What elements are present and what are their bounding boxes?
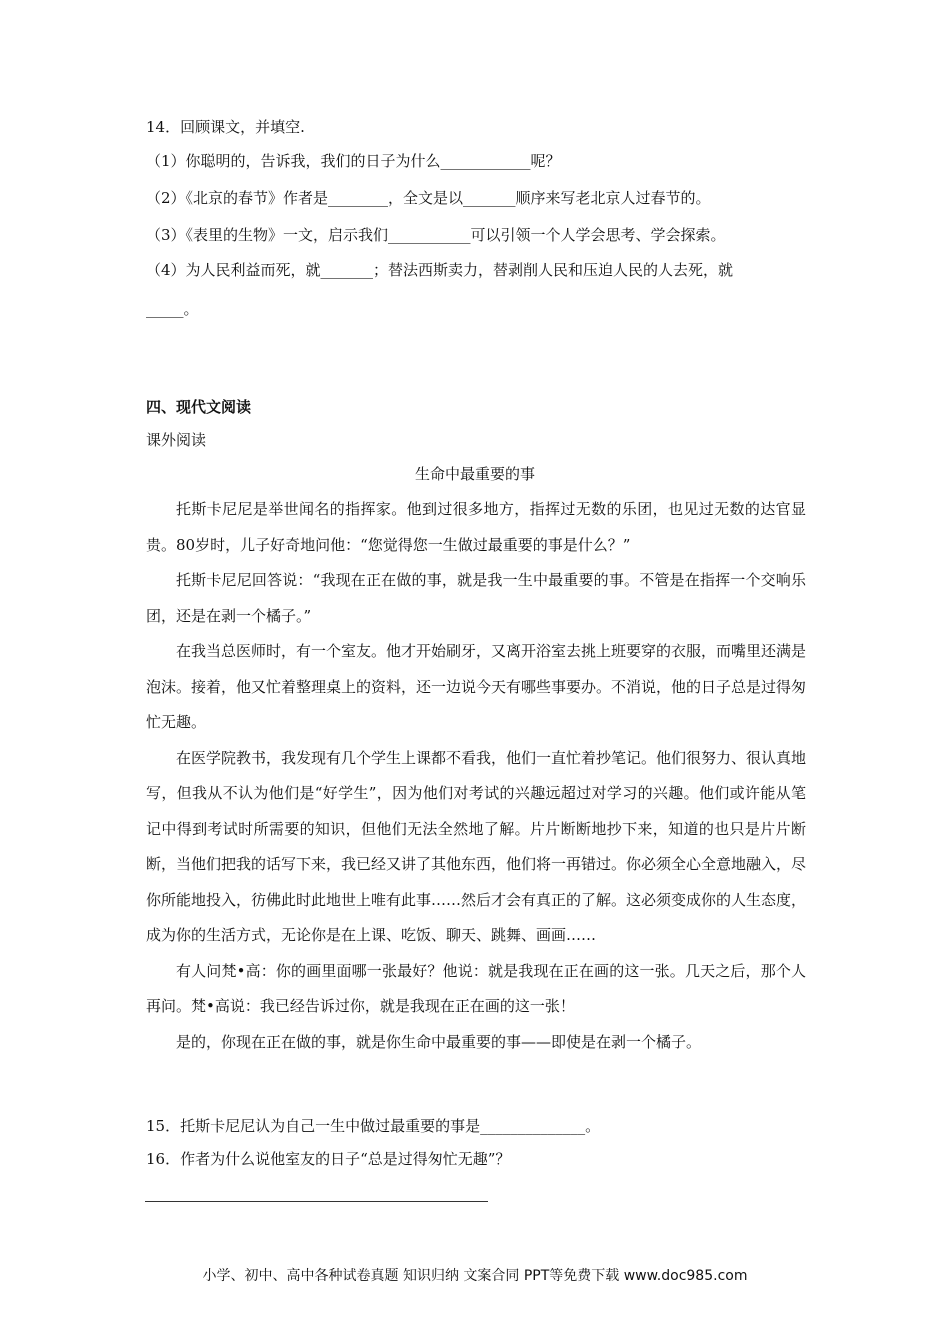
passage-paragraph: 托斯卡尼尼回答说：“我现在正在做的事，就是我一生中最重要的事。不管是在指挥一个交响乐团，还是在剥一个橘子。” — [146, 571, 806, 625]
question-16: 16．作者为什么说他室友的日子“总是过得匆忙无趣”？ — [146, 1150, 511, 1168]
question-14-item-4: （4）为人民利益而死，就_______；替法西斯卖力，替剥削人民和压迫人民的人去死，就 — [146, 261, 734, 279]
passage-paragraph: 有人问梵•高：你的画里面哪一张最好？他说：就是我现在正在画的这一张。几天之后，那个人再问。梵•高说：我已经告诉过你，就是我现在正在画的这一张！ — [146, 961, 806, 1015]
answer-line — [145, 1201, 488, 1202]
question-14-item-2: （2）《北京的春节》作者是________，全文是以_______顺序来写老北京人过春节的。 — [146, 189, 711, 207]
passage-title: 生命中最重要的事 — [414, 465, 535, 483]
passage-paragraph: 托斯卡尼尼是举世闻名的指挥家。他到过很多地方，指挥过无数的乐团，也见过无数的达官显贵。80岁时，儿子好奇地问他：“您觉得您一生做过最重要的事是什么？” — [146, 500, 806, 554]
question-14-item-4-continued: _____。 — [146, 300, 199, 318]
question-15: 15．托斯卡尼尼认为自己一生中做过最重要的事是______________。 — [146, 1117, 601, 1135]
section-subtitle: 课外阅读 — [146, 431, 207, 449]
question-14-title: 14．回顾课文，并填空. — [146, 118, 305, 136]
passage-paragraph: 是的，你现在正在做的事，就是你生命中最重要的事——即使是在剥一个橘子。 — [176, 1032, 702, 1051]
passage-paragraph: 在医学院教书，我发现有几个学生上课都不看我，他们一直忙着抄笔记。他们很努力、很认真地写，但我从不认为他们是“好学生”，因为他们对考试的兴趣远超过对学习的兴趣。他们或许能从笔记中得到考试时所需要的知识，但他们无法全然地了解。片片断断地抄下来，知道的也只是片片断断，当他们把我的话写下来，我已经又讲了其他东西，他们将一再错过。你必须全心全意地融入，尽你所能地投入，彷佛此时此地世上唯有此事……然后才会有真正的了解。这必须变成你的人生态度，成为你的生活方式，无论你是在上课、吃饭、聊天、跳舞、画画…… — [146, 748, 807, 944]
question-14-item-3: （3）《表里的生物》一文，启示我们___________可以引领一个人学会思考、学会探索。 — [146, 226, 726, 244]
question-14-item-1: （1）你聪明的，告诉我，我们的日子为什么____________呢？ — [146, 152, 561, 170]
footer: 小学、初中、高中各种试卷真题 知识归纳 文案合同 PPT等免费下载 www.doc985.com — [202, 1268, 748, 1284]
passage-body — [146, 492, 806, 1060]
section-title: 四、现代文阅读 — [146, 398, 252, 416]
passage-paragraph: 在我当总医师时，有一个室友。他才开始刷牙，又离开浴室去挑上班要穿的衣服，而嘴里还满是泡沫。接着，他又忙着整理桌上的资料，还一边说今天有哪些事要办。不消说，他的日子总是过得匆忙无趣。 — [146, 642, 807, 731]
